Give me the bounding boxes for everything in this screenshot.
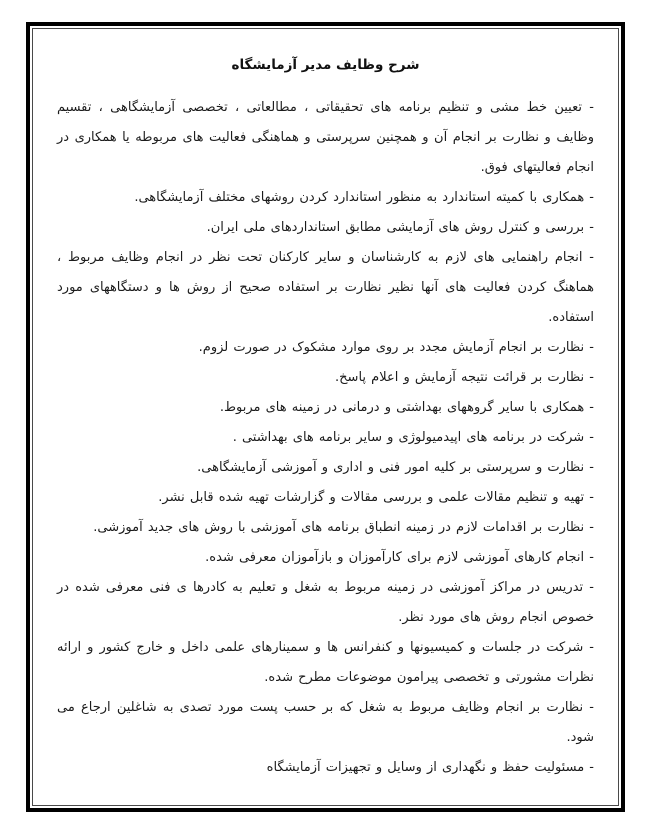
duty-list bbox=[57, 93, 594, 783]
duty-item: - تعيين خط مشى و تنظيم برنامه هاى تحقيقاتى ، مطالعاتى ، تخصصى آزمايشگاهى ، تقسيم وظايف و نظارت بر انجام آن و همچنين سرپرستى و هماهنگى فعاليت هاى مربوطه يا همكارى در انجام فعاليتهاى فوق. bbox=[57, 100, 594, 175]
document-body bbox=[33, 29, 618, 803]
duty-item: - مسئوليت حفظ و نگهدارى از وسايل و تجهيزات آزمايشگاه bbox=[266, 760, 594, 775]
duty-item: - انجام كارهاى آموزشى لازم براى كارآموزان و بازآموزان معرفى شده. bbox=[205, 550, 594, 565]
duty-item: - نظارت بر اقدامات لازم در زمينه انطباق برنامه هاى آموزشى با روش هاى جديد آموزشى. bbox=[93, 520, 594, 535]
duty-item: - نظارت بر قرائت نتيجه آزمايش و اعلام پاسخ. bbox=[335, 370, 594, 385]
duty-item: - تهيه و تنظيم مقالات علمى و بررسى مقالات و گزارشات تهيه شده قابل نشر. bbox=[158, 490, 594, 505]
duty-item: - شركت در برنامه هاى اپيدميولوژى و ساير برنامه هاى بهداشتى . bbox=[232, 430, 594, 445]
duty-item: - نظارت و سرپرستى بر كليه امور فنى و ادارى و آموزشى آزمايشگاهى. bbox=[197, 460, 594, 475]
inner-border-frame bbox=[32, 28, 619, 806]
duty-item: - نظارت بر انجام وظايف مربوط به شغل كه بر حسب پست مورد تصدى به شاغلين ارجاع مى شود. bbox=[57, 700, 594, 745]
duty-item: - انجام راهنمايى هاى لازم به كارشناسان و ساير كاركنان تحت نظر در انجام وظايف مربوط ، هماهنگ كردن فعاليت هاى آنها نظير نظارت بر استفاده صحيح از روش ها و دستگاههاى مورد استفاده. bbox=[57, 250, 594, 325]
duty-item: - شركت در جلسات و كميسيونها و كنفرانس ها و سمينارهاى علمى داخل و خارج كشور و ارائه نظرات مشورتى و تخصصى پيرامون موضوعات مطرح شده. bbox=[57, 640, 594, 685]
duty-item: - تدريس در مراكز آموزشى در زمينه مربوط به شغل و تعليم به كادرها ى فنى معرفى شده در خصوص انجام روش هاى مورد نظر. bbox=[57, 580, 594, 625]
outer-border-frame bbox=[26, 22, 625, 812]
duty-item: - همكارى با كميته استاندارد به منظور استاندارد كردن روشهاى مختلف آزمايشگاهى. bbox=[134, 190, 594, 205]
duty-item: - نظارت بر انجام آزمايش مجدد بر روى موارد مشكوک در صورت لزوم. bbox=[198, 340, 594, 355]
duty-item: - بررسى و كنترل روش هاى آزمايشى مطابق استانداردهاى ملى ايران. bbox=[206, 220, 594, 235]
page-title: شرح وظايف مدير آزمايشگاه bbox=[231, 57, 420, 73]
duty-item: - همكارى با ساير گروههاى بهداشتى و درمانى در زمينه هاى مربوط. bbox=[219, 400, 594, 415]
